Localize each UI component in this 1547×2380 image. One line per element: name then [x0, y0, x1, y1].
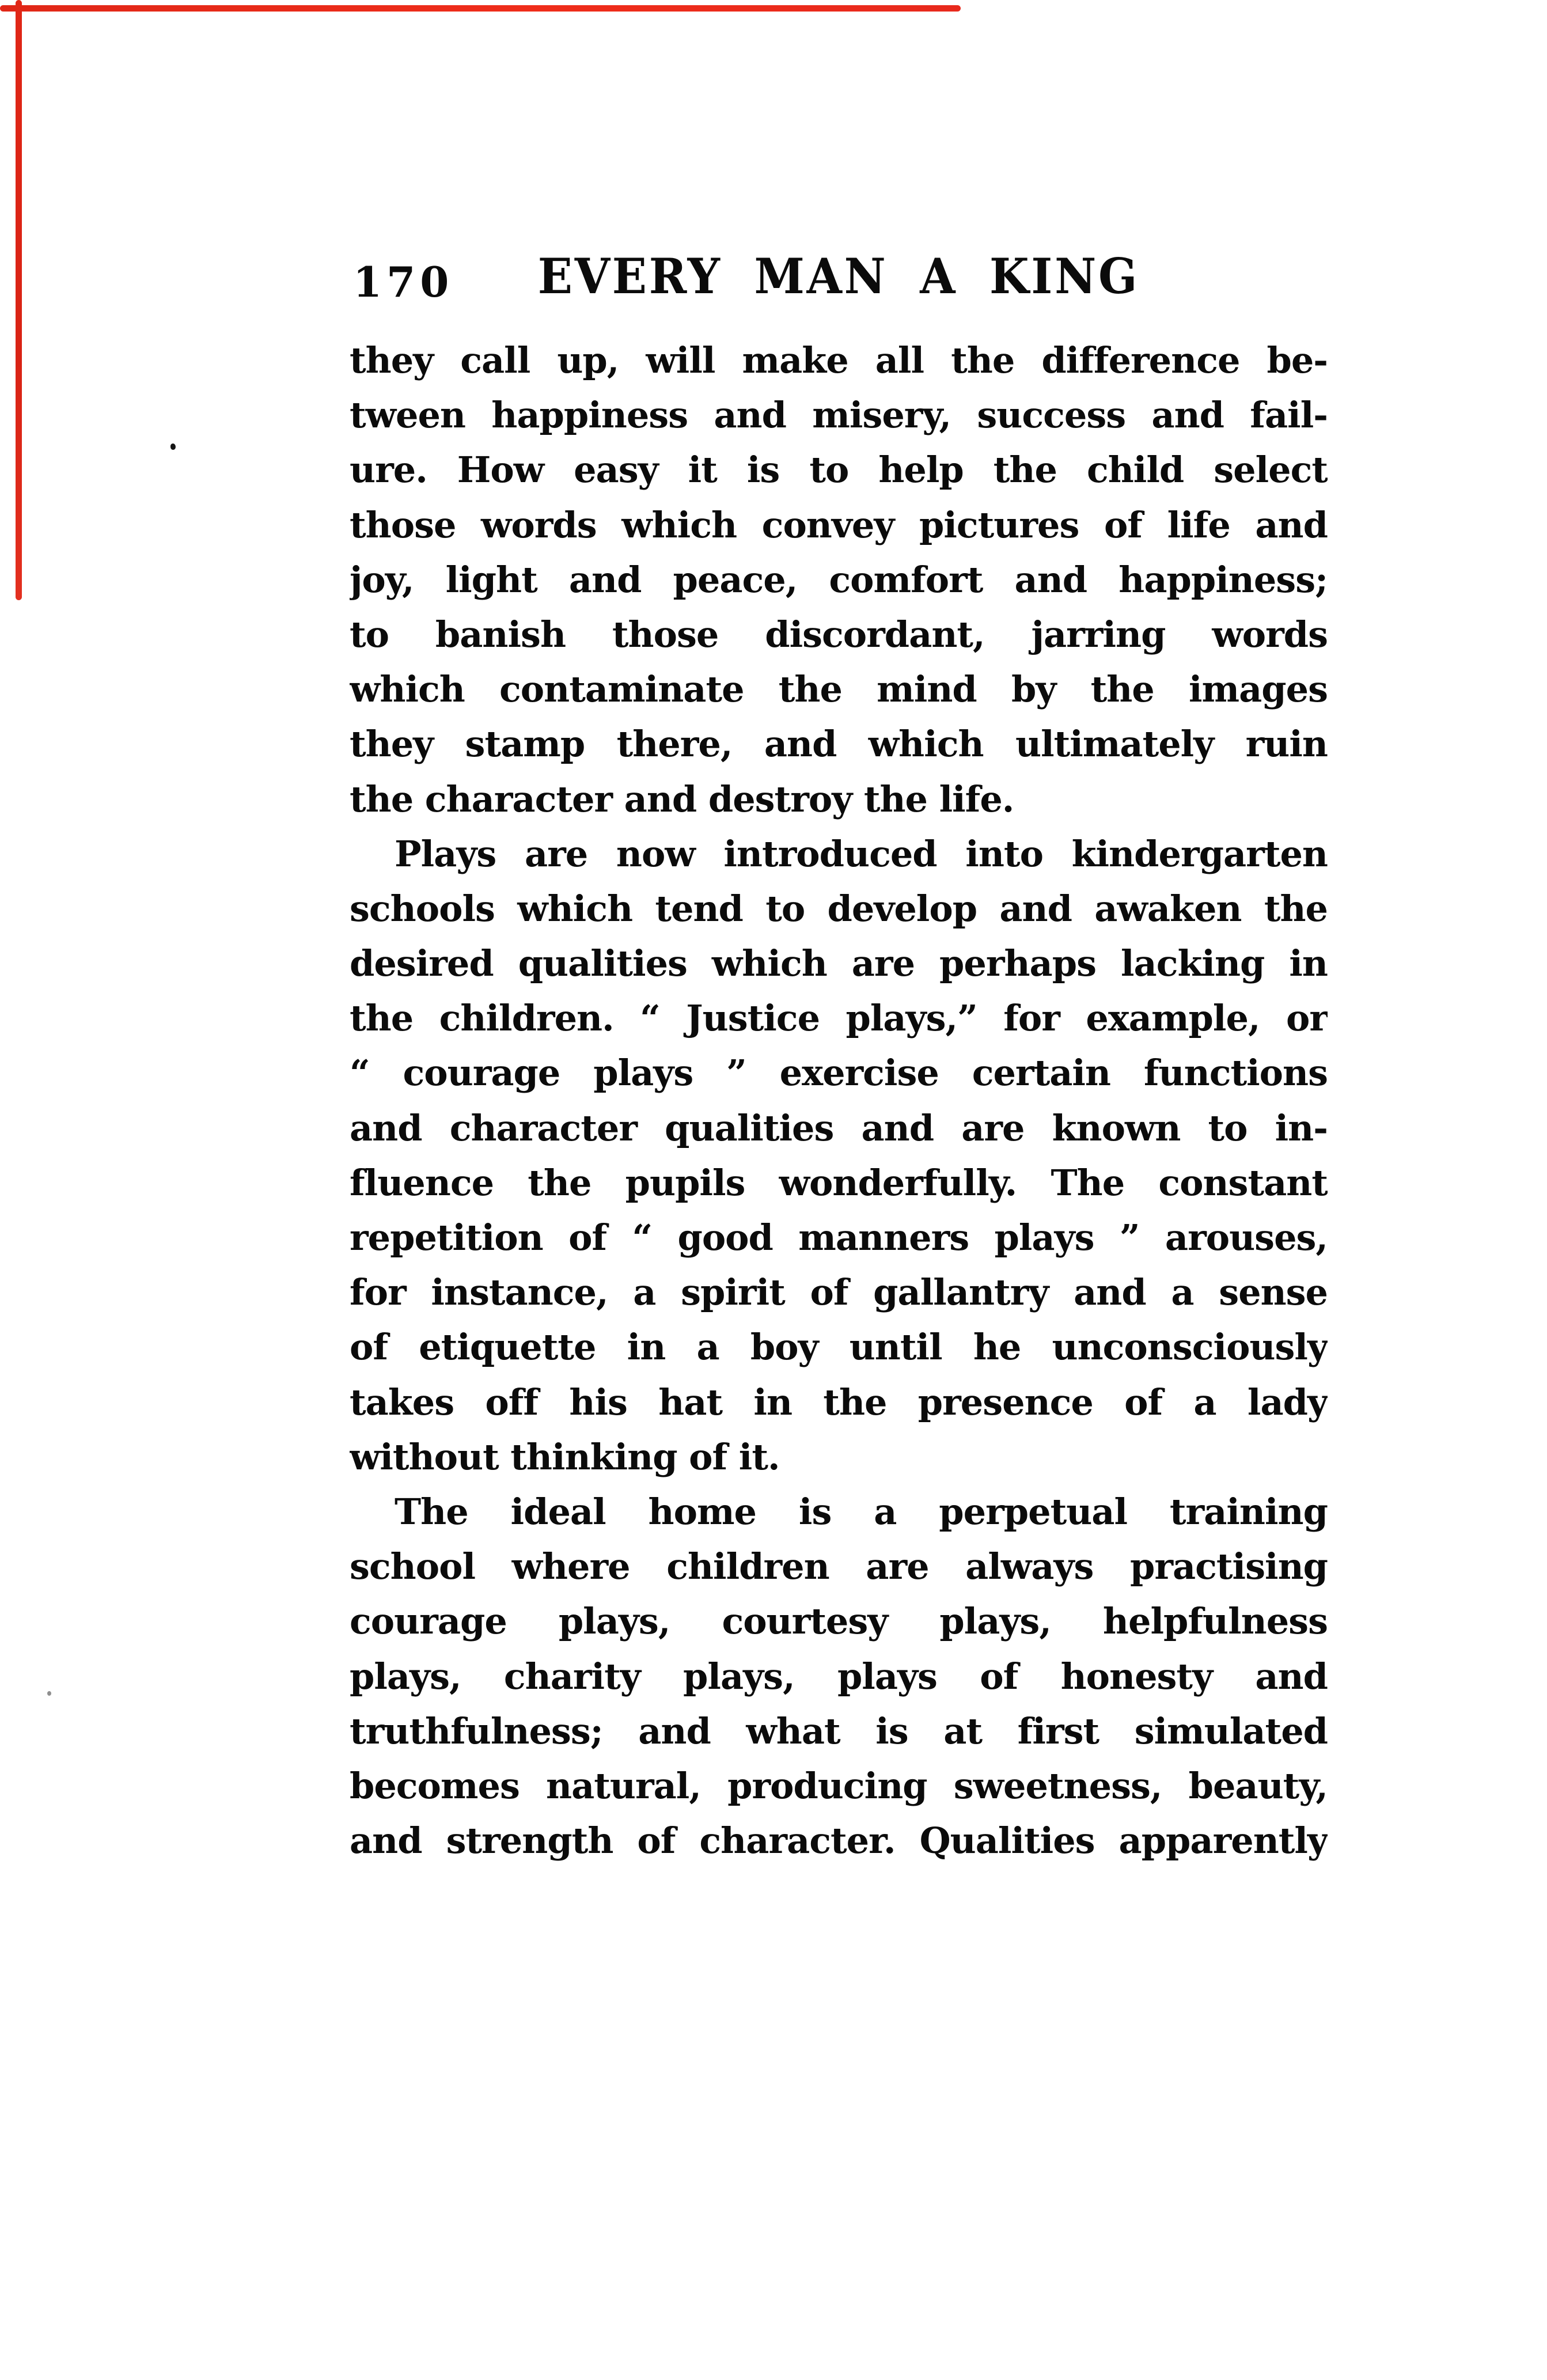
text-line: truthfulness; and what is at first simulated: [350, 1710, 1328, 1752]
text-line: “ courage plays ” exercise certain functions: [350, 1052, 1328, 1094]
text-line: joy, light and peace, comfort and happiness;: [350, 558, 1328, 601]
text-line: takes off his hat in the presence of a lady: [350, 1381, 1328, 1423]
text-line: The ideal home is a perpetual training: [395, 1490, 1328, 1533]
text-line: to banish those discordant, jarring words: [350, 613, 1328, 655]
text-line: schools which tend to develop and awaken the: [350, 887, 1328, 930]
text-line: courage plays, courtesy plays, helpfulness: [350, 1600, 1328, 1643]
text-line: and character qualities and are known to in-: [350, 1106, 1328, 1149]
text-line: becomes natural, producing sweetness, beauty,: [350, 1764, 1328, 1807]
text-line: tween happiness and misery, success and fail-: [350, 394, 1328, 437]
text-line: the children. “ Justice plays,” for example, or: [350, 997, 1328, 1040]
page-number: 170: [353, 257, 454, 306]
text-line: ure. How easy it is to help the child select: [350, 449, 1328, 491]
text-line: of etiquette in a boy until he unconsciously: [350, 1326, 1328, 1369]
text-line: Plays are now introduced into kindergarten: [395, 832, 1328, 875]
text-line: repetition of “ good manners plays ” arouses,: [350, 1216, 1328, 1259]
text-line: fluence the pupils wonderfully. The constant: [350, 1161, 1328, 1204]
text-line: and strength of character. Qualities apparently: [350, 1820, 1328, 1862]
red-pen-mark-left: [16, 0, 22, 600]
text-line: desired qualities which are perhaps lacking in: [350, 942, 1328, 985]
text-line: they call up, will make all the difference be-: [350, 339, 1328, 381]
text-line: plays, charity plays, plays of honesty and: [350, 1655, 1328, 1697]
running-head: [350, 247, 1328, 306]
text-line: for instance, a spirit of gallantry and a sense: [350, 1271, 1328, 1314]
ink-speck: [47, 1691, 51, 1696]
ink-speck: [170, 444, 176, 450]
text-line: which contaminate the mind by the images: [350, 668, 1328, 711]
body-text-block: [350, 333, 1328, 1868]
text-line: the character and destroy the life.: [350, 778, 1014, 820]
text-line: those words which convey pictures of life and: [350, 503, 1328, 546]
text-line: without thinking of it.: [350, 1435, 780, 1478]
red-pen-mark-top: [0, 5, 961, 12]
text-line: school where children are always practising: [350, 1545, 1328, 1588]
text-line: they stamp there, and which ultimately ruin: [350, 723, 1328, 765]
book-title-header: EVERY MAN A KING: [537, 248, 1140, 305]
